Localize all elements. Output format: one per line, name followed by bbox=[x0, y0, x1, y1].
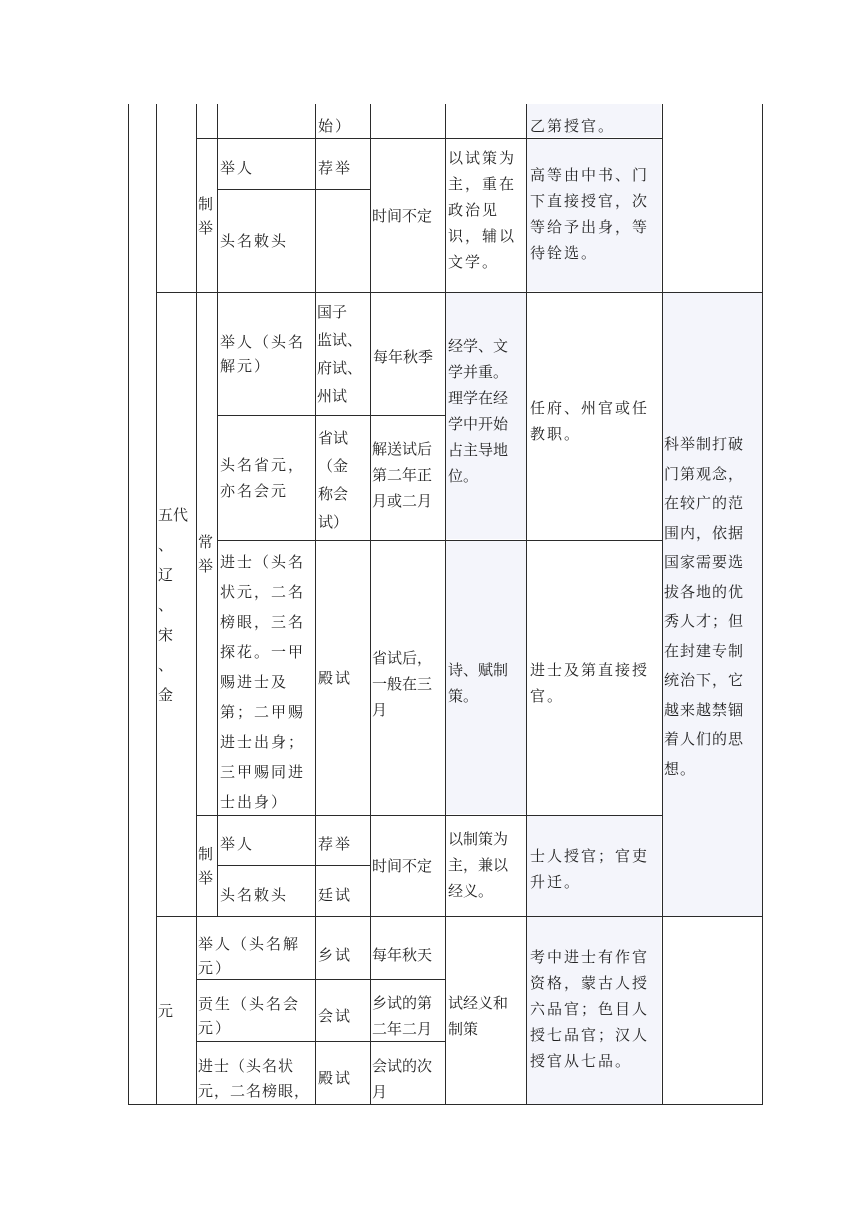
song-shengyuan-time: 解送试后 第二年正 月或二月 bbox=[372, 440, 433, 510]
song-jinshi-exam: 殿试 bbox=[318, 669, 353, 687]
song-zhiju-chitou-title: 头名敕头 bbox=[220, 886, 289, 904]
yuan-jinshi-time: 会试的次 月 bbox=[372, 1057, 433, 1101]
song-jinshi-content: 诗、赋制 策。 bbox=[448, 661, 509, 705]
grid-line bbox=[370, 104, 371, 1105]
tang-zhiju-category: 制 举 bbox=[198, 194, 216, 237]
tang-exam-tail: 始） bbox=[318, 117, 353, 135]
grid-line bbox=[315, 104, 316, 1105]
song-zhiju-category: 制 举 bbox=[198, 845, 216, 887]
yuan-dynasty-label: 元 bbox=[158, 1001, 176, 1020]
song-shengyuan-title: 头名省元， 亦名会元 bbox=[220, 456, 306, 500]
yuan-gongsheng-exam: 会试 bbox=[318, 1007, 353, 1025]
yuan-jinshi-exam: 殿试 bbox=[318, 1069, 353, 1087]
tang-zhiju-chitou-title: 头名敕头 bbox=[220, 232, 289, 250]
tang-zhiju-juren-title: 举人 bbox=[220, 159, 255, 177]
grid-line bbox=[217, 865, 370, 866]
tang-zhiju-content: 以试策为 主，重在 政治见 识，辅以 文学。 bbox=[448, 149, 517, 271]
song-zhiju-chitou-exam: 廷试 bbox=[318, 886, 353, 904]
song-jinshi-time: 省试后， 一般在三 月 bbox=[372, 649, 433, 719]
tang-appointment-tail: 乙第授官。 bbox=[530, 117, 616, 135]
song-juren-title: 举人（头名 解元） bbox=[220, 333, 306, 375]
song-zhiju-juren-title: 举人 bbox=[220, 835, 255, 853]
yuan-gongsheng-time: 乡试的第 二年二月 bbox=[372, 994, 433, 1038]
grid-line bbox=[128, 104, 129, 1105]
tang-zhiju-appointment: 高等由中书、门 下直接授官，次 等给予出身，等 待铨选。 bbox=[530, 166, 650, 262]
song-jinshi-title: 进士（头名 状元，二名 榜眼，三名 探花。一甲 赐进士及 第；二甲赐 进士出身； 三甲赐同进 士出身） bbox=[220, 553, 306, 811]
yuan-juren-exam: 乡试 bbox=[318, 946, 353, 964]
yuan-jinshi-title: 进士（头名状 元，二名榜眼， bbox=[198, 1057, 311, 1100]
tang-zhiju-time: 时间不定 bbox=[372, 206, 433, 225]
grid-line bbox=[762, 104, 763, 1105]
yuan-content: 试经义和 制策 bbox=[448, 994, 509, 1038]
grid-line bbox=[526, 104, 527, 1105]
tang-zhiju-juren-exam: 荐举 bbox=[318, 159, 353, 177]
song-jinshi-appointment: 进士及第直接授 官。 bbox=[530, 661, 650, 705]
grid-line bbox=[196, 104, 197, 1105]
song-zhiju-appointment: 士人授官；官吏 升迁。 bbox=[530, 847, 650, 891]
song-appointment-a: 任府、州官或任 教职。 bbox=[530, 399, 650, 443]
yuan-juren-title: 举人（头名解 元） bbox=[198, 935, 301, 977]
grid-line bbox=[156, 104, 157, 1105]
song-content-a: 经学、文 学并重。 理学在经 学中开始 占主导地 位。 bbox=[448, 337, 509, 485]
song-changju-category: 常 举 bbox=[198, 533, 216, 575]
song-zhiju-time: 时间不定 bbox=[372, 857, 433, 875]
yuan-appointment: 考中进士有作官 资格，蒙古人授 六品官；色目人 授七品官；汉人 授官从七品。 bbox=[530, 948, 650, 1070]
grid-line bbox=[217, 104, 218, 916]
grid-line bbox=[662, 104, 663, 1105]
song-juren-exam: 国子 监试、 府试、 州试 bbox=[317, 303, 363, 405]
grid-line bbox=[217, 540, 663, 541]
yuan-juren-time: 每年秋天 bbox=[372, 946, 433, 964]
song-shengyuan-exam: 省试 （金 称会 试） bbox=[318, 429, 349, 531]
song-effect: 科举制打破 门第观念， 在较广的范 围内，依据 国家需要选 拔各地的优 秀人才；但 在封建专制 统治下，它 越来越禁锢 着人们的思 想。 bbox=[664, 435, 745, 778]
song-juren-time: 每年秋季 bbox=[373, 348, 434, 366]
song-zhiju-juren-exam: 荐举 bbox=[318, 835, 353, 853]
yuan-gongsheng-title: 贡生（头名会 元） bbox=[198, 995, 301, 1037]
song-zhiju-content: 以制策为 主，兼以 经义。 bbox=[448, 830, 509, 900]
song-dynasty-label: 五代 、 辽 、 宋 、 金 bbox=[158, 505, 189, 704]
grid-line bbox=[156, 916, 763, 917]
